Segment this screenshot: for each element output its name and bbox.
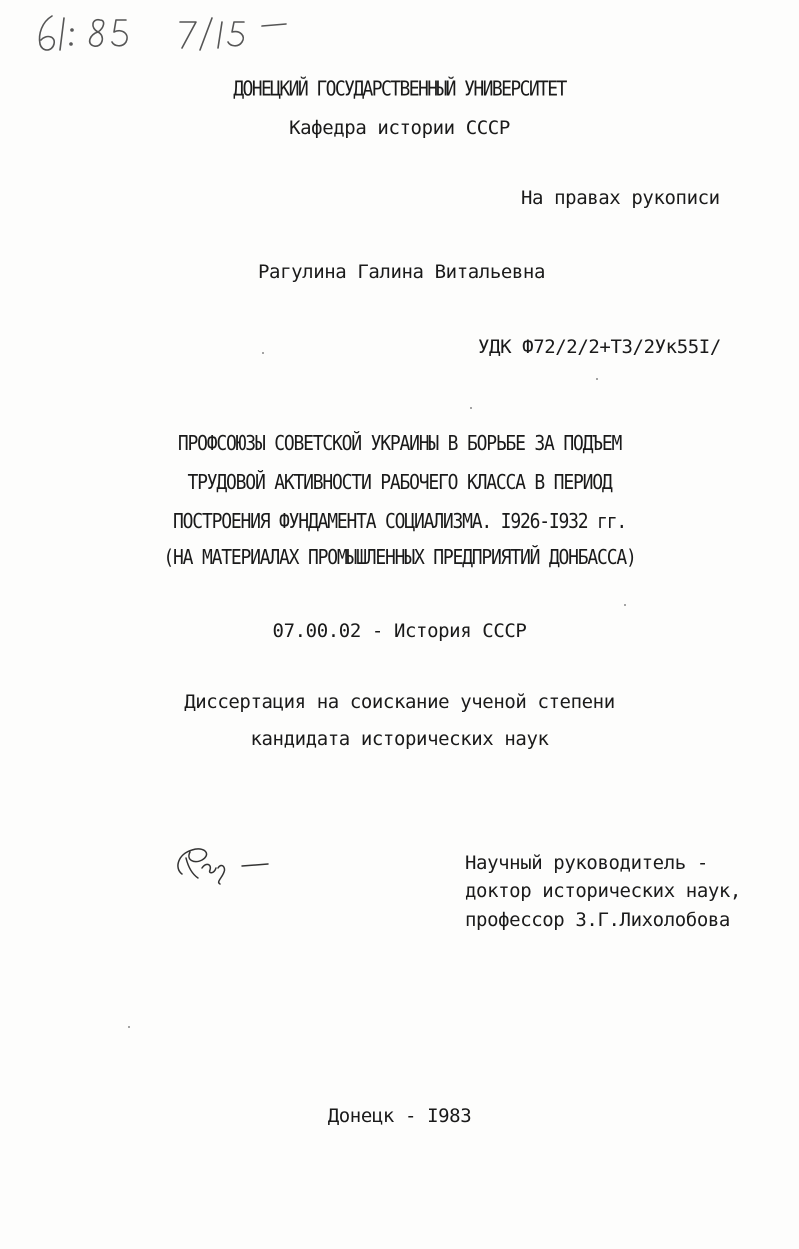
department-name: Кафедра истории СССР xyxy=(289,117,510,139)
title-line-3: ПОСТРОЕНИЯ ФУНДАМЕНТА СОЦИАЛИЗМА. I926-I932 гг. xyxy=(173,509,626,534)
place-and-year: Донецк - I983 xyxy=(327,1105,472,1127)
title-line-1: ПРОФСОЮЗЫ СОВЕТСКОЙ УКРАИНЫ В БОРЬБЕ ЗА ПОДЪЕМ xyxy=(177,431,622,456)
author-name: Рагулина Галина Витальевна xyxy=(258,261,546,283)
scan-speck xyxy=(128,1026,130,1028)
udc-code: УДК Ф72/2/2+Т3/2Ук55I/ xyxy=(478,336,721,358)
manuscript-note: На правах рукописи xyxy=(521,187,720,209)
supervisor-line-3: профессор З.Г.Лихолобова xyxy=(465,909,730,931)
supervisor-line-1: Научный руководитель - xyxy=(465,852,708,874)
scan-speck xyxy=(596,378,598,380)
title-line-2: ТРУДОВОЙ АКТИВНОСТИ РАБОЧЕГО КЛАССА В ПЕРИОД xyxy=(187,470,612,495)
scan-speck xyxy=(624,604,626,606)
scan-speck xyxy=(470,407,472,409)
degree-line-1: Диссертация на соискание ученой степени xyxy=(184,691,615,713)
supervisor-line-2: доктор исторических наук, xyxy=(465,880,741,902)
specialty-code: 07.00.02 - История СССР xyxy=(272,620,527,642)
handwritten-archive-mark xyxy=(30,8,310,58)
degree-line-2: кандидата исторических наук xyxy=(250,728,549,750)
university-name: ДОНЕЦКИЙ ГОСУДАРСТВЕННЫЙ УНИВЕРСИТЕТ xyxy=(233,77,566,102)
title-line-4: (НА МАТЕРИАЛАХ ПРОМЫШЛЕННЫХ ПРЕДПРИЯТИЙ ДОНБАССА) xyxy=(163,545,636,570)
supervisor-signature xyxy=(168,838,278,886)
scan-speck xyxy=(262,352,264,354)
